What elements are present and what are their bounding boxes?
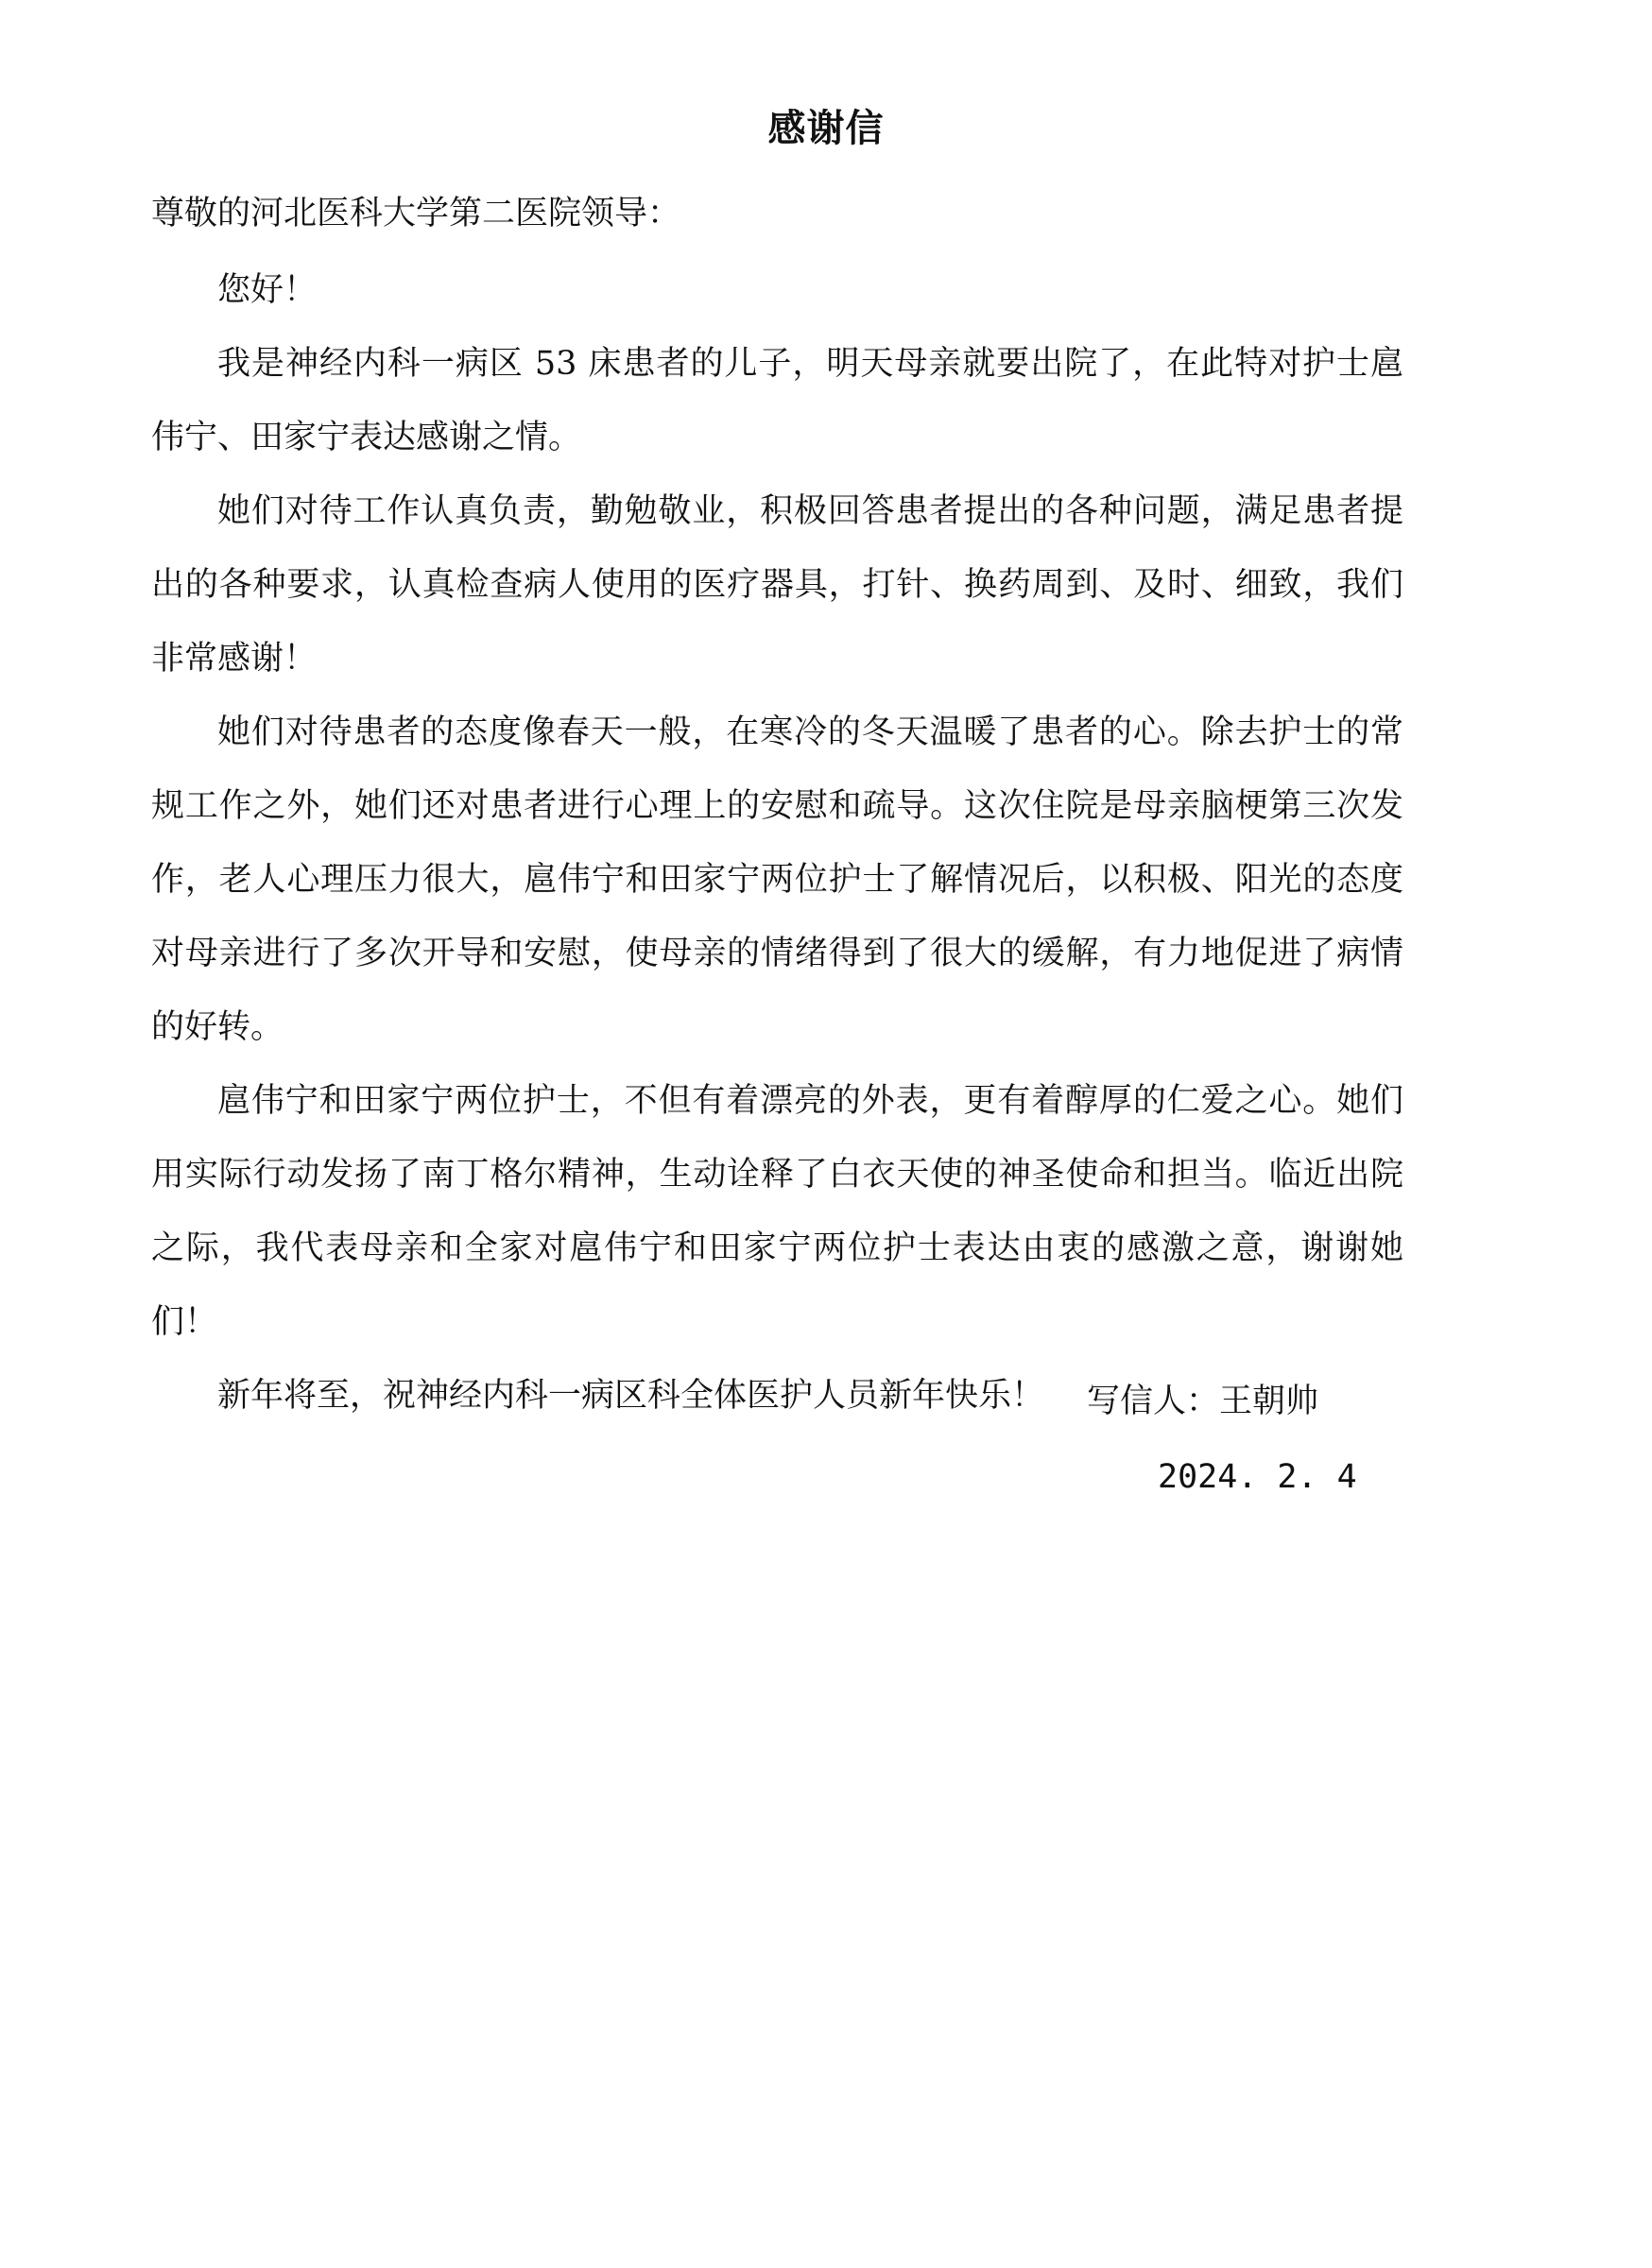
new-year-wishes-paragraph: 新年将至，祝神经内科一病区科全体医护人员新年快乐！ (217, 1377, 1045, 1415)
introduction-paragraph: 我是神经内科一病区 53 床患者的儿子，明天母亲就要出院了，在此特对护士扈伟宁、田家宁表达感谢之情。 (151, 345, 1403, 456)
letter-title: 感谢信 (767, 106, 885, 150)
letter-body (151, 253, 1403, 1433)
work-attitude-paragraph: 她们对待工作认真负责，勤勉敬业，积极回答患者提出的各种问题，满足患者提出的各种要求，认真检查病人使用的医疗器具，打针、换药周到、及时、细致，我们非常感谢！ (151, 492, 1403, 678)
patient-care-paragraph: 她们对待患者的态度像春天一般，在寒冷的冬天温暖了患者的心。除去护士的常规工作之外，她们还对患者进行心理上的安慰和疏导。这次住院是母亲脑梗第三次发作，老人心理压力很大，扈伟宁和田家宁两位护士了解情况后，以积极、阳光的态度对母亲进行了多次开导和安慰，使母亲的情绪得到了很大的缓解，有力地促进了病情的好转。 (151, 713, 1403, 1046)
greeting-paragraph: 您好！ (217, 271, 318, 309)
letter-date: 2024. 2. 4 (1158, 1458, 1357, 1496)
signature: 写信人：王朝帅 (1087, 1383, 1319, 1420)
praise-paragraph: 扈伟宁和田家宁两位护士，不但有着漂亮的外表，更有着醇厚的仁爱之心。她们用实际行动发扬了南丁格尔精神，生动诠释了白衣天使的神圣使命和担当。临近出院之际，我代表母亲和全家对扈伟宁和田家宁两位护士表达由衷的感激之意，谢谢她们！ (151, 1082, 1403, 1341)
salutation: 尊敬的河北医科大学第二医院领导： (151, 195, 681, 232)
